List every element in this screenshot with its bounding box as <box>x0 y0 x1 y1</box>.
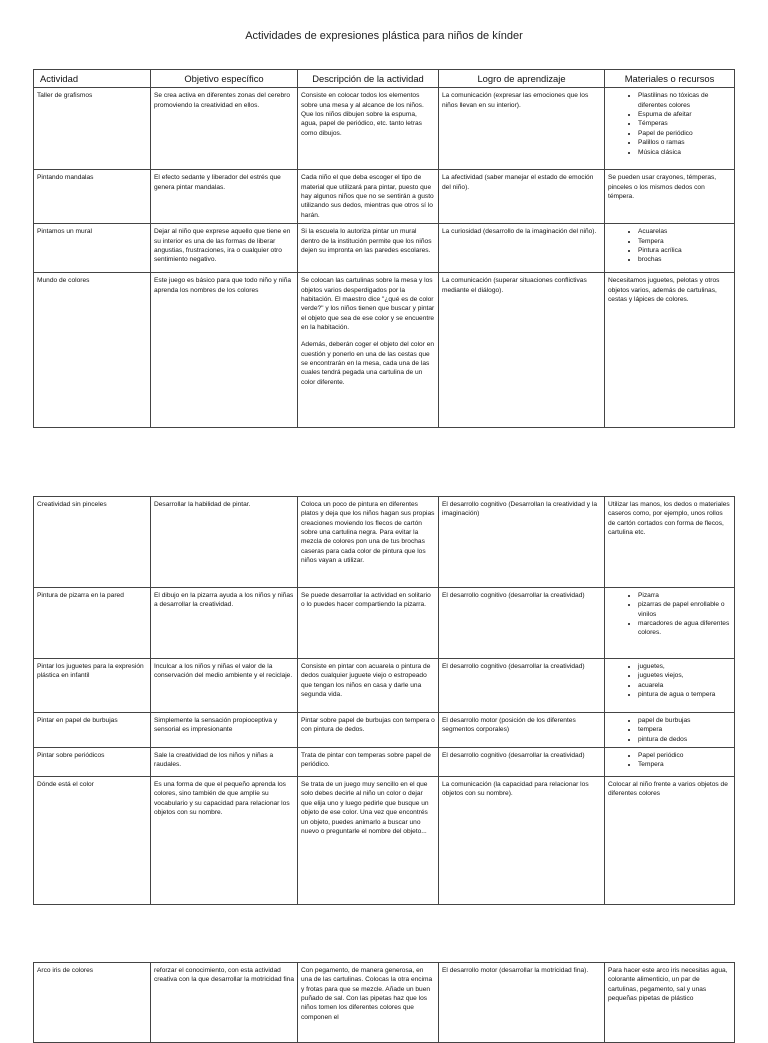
materials-cell: Colocar al niño frente a varios objetos de diferentes colores <box>605 777 735 905</box>
materials-list-item: • Pizarra <box>638 591 731 600</box>
materials-list-item: • Plastilinas no tóxicas de diferentes colores <box>638 91 731 110</box>
materials-cell <box>605 88 735 170</box>
objective-cell: Se crea activa en diferentes zonas del cerebro promoviendo la creatividad en ellos. <box>151 88 298 170</box>
activity-name-cell: Pintando mandalas <box>34 170 151 224</box>
materials-list-item: • Témperas <box>638 119 731 128</box>
description-cell <box>298 713 439 748</box>
learning-outcome-cell: El desarrollo motor (desarrollar la motricidad fina). <box>439 963 605 1043</box>
materials-cell <box>605 748 735 777</box>
materials-list-item: • acuarela <box>638 681 731 690</box>
materials-list-item: • Música clásica <box>638 148 731 157</box>
materials-cell: Utilizar las manos, los dedos o materiales caseros como, por ejemplo, unos rollos de cartón cortados con forma de flecos, cartulina etc. <box>605 497 735 588</box>
description-cell <box>298 170 439 224</box>
activities-table-page-3 <box>33 962 735 1043</box>
header-materiales: Materiales o recursos <box>605 70 735 88</box>
materials-list-item: • papel de burbujas <box>638 716 731 725</box>
description-paragraph: Se trata de un juego muy sencillo en el que solo debes decirle al niño un color o dejar que elija uno y luego pedirle que busque un objeto de ese color. Una vez que encontrés un objeto, puedes animarlo a buscar uno nuevo o preguntarle el nombre del objeto... <box>301 781 429 835</box>
materials-list <box>608 91 731 157</box>
table-row <box>34 748 735 777</box>
header-objetivo: Objetivo específico <box>151 70 298 88</box>
description-cell <box>298 777 439 905</box>
activity-name-cell: Pintar en papel de burbujas <box>34 713 151 748</box>
description-paragraph: Cada niño el que deba escoger el tipo de material que utilizará para pintar, puesto que hay algunos niños que no se sentirán a gusto utilizando sus dedos, mientras que otros sí lo harán. <box>301 174 434 219</box>
objective-cell: Sale la creatividad de los niños y niñas a raudales. <box>151 748 298 777</box>
materials-list-item: • Tempera <box>638 237 731 246</box>
learning-outcome-cell: El desarrollo cognitivo (desarrollar la creatividad) <box>439 748 605 777</box>
materials-cell: Necesitamos juguetes, pelotas y otros objetos varios, además de cartulinas, cestas y lápices de colores. <box>605 273 735 428</box>
materials-cell <box>605 713 735 748</box>
materials-list-item: • Acuarelas <box>638 227 731 236</box>
description-paragraph: Si la escuela lo autoriza pintar un mural dentro de la institución permite que los niños dejen su impronta en las paredes escolares. <box>301 228 432 254</box>
materials-list-item: • Espuma de afeitar <box>638 110 731 119</box>
header-logro: Logro de aprendizaje <box>439 70 605 88</box>
objective-cell: Es una forma de que el pequeño aprenda los colores, sino también de que amplíe su vocabulario y su capacidad para relacionar los objetos con su nombre. <box>151 777 298 905</box>
materials-list <box>608 591 731 638</box>
activity-name-cell: Taller de grafismos <box>34 88 151 170</box>
materials-list <box>608 716 731 744</box>
table-row <box>34 659 735 713</box>
description-paragraph: Consiste en pintar con acuarela o pintura de dedos cualquier juguete viejo o estropeado que tengan los niños en casa y darle una segunda vida. <box>301 663 431 699</box>
table-row <box>34 713 735 748</box>
materials-list-item: • pintura de dedos <box>638 735 731 744</box>
description-cell <box>298 224 439 273</box>
description-paragraph: Coloca un poco de pintura en diferentes platos y deja que los niños hagan sus propias creaciones moviendo los flecos de cartón sobre una cartulina negra. Para evitar la mezcla de colores pon una de tus brochas caseras para cada color de pintura que los niños vayan a utilizar. <box>301 501 435 565</box>
header-actividad: Actividad <box>34 70 151 88</box>
materials-cell <box>605 224 735 273</box>
activity-name-cell: Dónde está el color <box>34 777 151 905</box>
activity-name-cell: Pintar los juguetes para la expresión plástica en infantil <box>34 659 151 713</box>
header-descripcion: Descripción de la actividad <box>298 70 439 88</box>
materials-list-item: • Papel periódico <box>638 751 731 760</box>
objective-cell: El efecto sedante y liberador del estrés que genera pintar mandalas. <box>151 170 298 224</box>
materials-list <box>608 751 731 770</box>
learning-outcome-cell: El desarrollo cognitivo (desarrollar la creatividad) <box>439 659 605 713</box>
table-row <box>34 497 735 588</box>
objective-cell: Dejar al niño que exprese aquello que tiene en su interior es una de las formas de liberar angustias, frustraciones, ira o cualquier otro sentimiento negativo. <box>151 224 298 273</box>
materials-list <box>608 227 731 264</box>
activity-name-cell: Arco iris de colores <box>34 963 151 1043</box>
materials-list-item: • Palillos o ramas <box>638 138 731 147</box>
objective-cell: El dibujo en la pizarra ayuda a los niños y niñas a desarrollar la creatividad. <box>151 588 298 659</box>
description-paragraph: Con pegamento, de manera generosa, en una de las cartulinas. Colocas la otra encima y frotas para que se mezcle. Añade un buen puñado de sal. Con las pipetas haz que los niños tomen los diferentes colores que componen el <box>301 967 433 1021</box>
materials-list-item: • brochas <box>638 255 731 264</box>
activity-name-cell: Pintura de pizarra en la pared <box>34 588 151 659</box>
materials-list-item: • Tempera <box>638 760 731 769</box>
learning-outcome-cell: La comunicación (superar situaciones conflictivas mediante el diálogo). <box>439 273 605 428</box>
table-row <box>34 170 735 224</box>
table-row <box>34 963 735 1043</box>
document-title: Actividades de expresiones plástica para niños de kínder <box>245 30 523 42</box>
table-row <box>34 777 735 905</box>
learning-outcome-cell: La afectividad (saber manejar el estado de emoción del niño). <box>439 170 605 224</box>
materials-list-item: • Pintura acrílica <box>638 246 731 255</box>
materials-list-item: • marcadores de agua diferentes colores. <box>638 619 731 638</box>
table-row <box>34 88 735 170</box>
description-cell <box>298 88 439 170</box>
learning-outcome-cell: El desarrollo motor (posición de los diferentes segmentos corporales) <box>439 713 605 748</box>
description-cell <box>298 273 439 428</box>
objective-cell: reforzar el conocimiento, con esta actividad creativa con la que desarrollar la motricidad fina <box>151 963 298 1043</box>
description-paragraph: Trata de pintar con temperas sobre papel de periódico. <box>301 752 431 769</box>
activity-name-cell: Creatividad sin pinceles <box>34 497 151 588</box>
materials-list-item: • juguetes viejos, <box>638 671 731 680</box>
description-paragraph: Consiste en colocar todos los elementos sobre una mesa y al alcance de los niños. Que los niños dibujen sobre la espuma, agua, papel de periódico, etc. tanto letras como dibujos. <box>301 92 424 137</box>
description-cell <box>298 659 439 713</box>
activity-name-cell: Mundo de colores <box>34 273 151 428</box>
description-paragraph: Pintar sobre papel de burbujas con tempera o con pintura de dedos. <box>301 717 435 734</box>
objective-cell: Desarrollar la habilidad de pintar. <box>151 497 298 588</box>
materials-list-item: • juguetes, <box>638 662 731 671</box>
objective-cell: Inculcar a los niños y niñas el valor de la conservación del medio ambiente y el reciclaje. <box>151 659 298 713</box>
materials-list-item: • pizarras de papel enrollable o vinilos <box>638 600 731 619</box>
learning-outcome-cell: La comunicación (expresar las emociones que los niños llevan en su interior). <box>439 88 605 170</box>
learning-outcome-cell: La curiosidad (desarrollo de la imaginación del niño). <box>439 224 605 273</box>
materials-list-item: • tempera <box>638 725 731 734</box>
materials-cell <box>605 588 735 659</box>
activities-table-page-2 <box>33 496 735 905</box>
materials-cell: Para hacer este arco iris necesitas agua, colorante alimenticio, un par de cartulinas, pegamento, sal y unas pequeñas pipetas de plástico <box>605 963 735 1043</box>
learning-outcome-cell: La comunicación (la capacidad para relacionar los objetos con su nombre). <box>439 777 605 905</box>
materials-cell: Se pueden usar crayones, témperas, pinceles o los mismos dedos con témpera. <box>605 170 735 224</box>
materials-list <box>608 662 731 699</box>
description-cell <box>298 588 439 659</box>
materials-cell <box>605 659 735 713</box>
header-row <box>34 70 735 88</box>
description-cell <box>298 748 439 777</box>
description-cell <box>298 497 439 588</box>
learning-outcome-cell: El desarrollo cognitivo (Desarrollan la creatividad y la imaginación) <box>439 497 605 588</box>
learning-outcome-cell: El desarrollo cognitivo (desarrollar la creatividad) <box>439 588 605 659</box>
description-paragraph: Además, deberán coger el objeto del color en cuestión y ponerlo en una de las cestas que se encontrarán en la mesa, cada una de las cuales tendrá pegada una cartulina de un color diferente. <box>301 341 435 386</box>
description-paragraph: Se puede desarrollar la actividad en solitario o lo puedes hacer compartiendo la pizarra. <box>301 592 431 609</box>
activity-name-cell: Pintar sobre periódicos <box>34 748 151 777</box>
table-row <box>34 588 735 659</box>
description-paragraph: Se colocan las cartulinas sobre la mesa y los objetos varios desperdigados por la habitación. El maestro dice "¿qué es de color verde?" y los niños tienen que buscar y pintar el objeto que sea de ese color y se encuentre en la habitación. <box>301 277 435 331</box>
activity-name-cell: Pintamos un mural <box>34 224 151 273</box>
table-row <box>34 224 735 273</box>
materials-list-item: • Papel de periódico <box>638 129 731 138</box>
table-row <box>34 273 735 428</box>
activities-table-page-1 <box>33 69 735 428</box>
objective-cell: Simplemente la sensación propioceptiva y sensorial es impresionante <box>151 713 298 748</box>
materials-list-item: • pintura de agua o tempera <box>638 690 731 699</box>
objective-cell: Este juego es básico para que todo niño y niña aprenda los nombres de los colores <box>151 273 298 428</box>
description-cell <box>298 963 439 1043</box>
